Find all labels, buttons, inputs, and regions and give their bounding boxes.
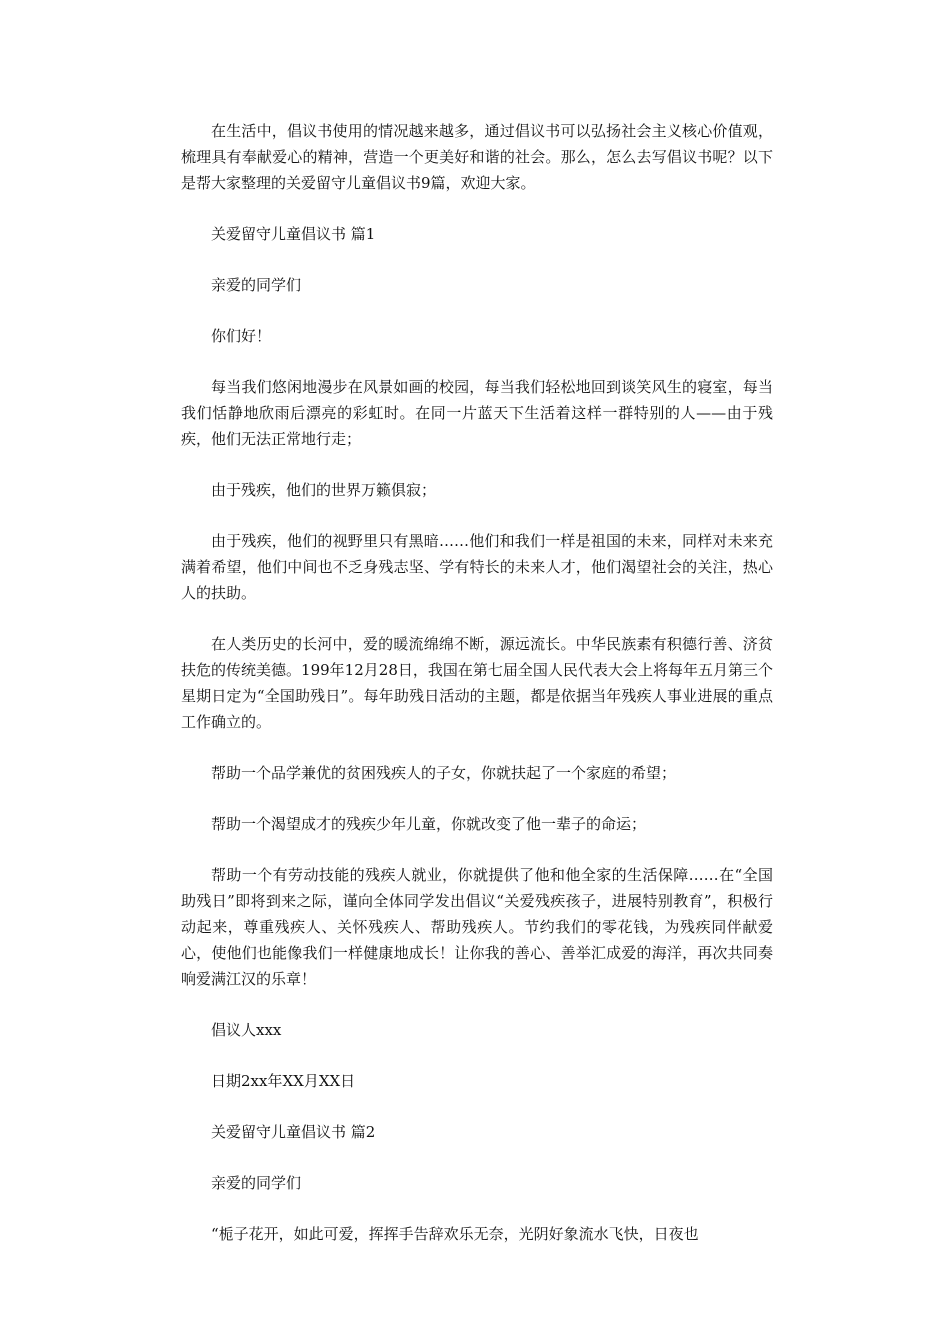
- document-page: [181, 118, 773, 1247]
- section-2-salutation: 亲爱的同学们: [211, 1174, 302, 1192]
- body-paragraph: 帮助一个有劳动技能的残疾人就业，你就提供了他和他全家的生活保障……在“全国助残日”即将到来之际，谨向全体同学发出倡议“关爱残疾孩子，进展特别教育”，积极行动起来，尊重残疾人、关怀残疾人、帮助残疾人。节约我们的零花钱，为残疾同伴献爱心，使他们也能像我们一样健康地成长！让你我的善心、善举汇成爱的海洋，再次共同奏响爱满江汉的乐章！: [181, 866, 773, 988]
- date-line: 日期2xx年XX月XX日: [211, 1072, 356, 1090]
- section-1-salutation: 亲爱的同学们: [211, 276, 302, 294]
- body-paragraph: 帮助一个渴望成才的残疾少年儿童，你就改变了他一辈子的命运；: [211, 815, 647, 833]
- body-paragraph: 由于残疾，他们的视野里只有黑暗……他们和我们一样是祖国的未来，同样对未来充满着希望，他们中间也不乏身残志坚、学有特长的未来人才，他们渴望社会的关注，热心人的扶助。: [181, 532, 773, 602]
- body-paragraph: 帮助一个品学兼优的贫困残疾人的子女，你就扶起了一个家庭的希望；: [211, 764, 677, 782]
- section-1-greeting: 你们好！: [211, 327, 272, 345]
- section-2-heading: 关爱留守儿童倡议书 篇2: [211, 1123, 376, 1141]
- body-paragraph: 每当我们悠闲地漫步在风景如画的校园，每当我们轻松地回到谈笑风生的寝室，每当我们恬静地欣雨后漂亮的彩虹时。在同一片蓝天下生活着这样一群特别的人——由于残疾，他们无法正常地行走；: [181, 378, 773, 448]
- intro-paragraph: 在生活中，倡议书使用的情况越来越多，通过倡议书可以弘扬社会主义核心价值观，梳理具有奉献爱心的精神，营造一个更美好和谐的社会。那么，怎么去写倡议书呢？以下是帮大家整理的关爱留守儿童倡议书9篇，欢迎大家。: [181, 122, 773, 192]
- section-2-first-line: “栀子花开，如此可爱，挥挥手告辞欢乐无奈，光阴好象流水飞快，日夜也: [211, 1225, 699, 1243]
- body-paragraph: 由于残疾，他们的世界万籁俱寂；: [211, 481, 437, 499]
- body-paragraph: 在人类历史的长河中，爱的暖流绵绵不断，源远流长。中华民族素有积德行善、济贫扶危的传统美德。199年12月28日，我国在第七届全国人民代表大会上将每年五月第三个星期日定为“全国助残日”。每年助残日活动的主题，都是依据当年残疾人事业进展的重点工作确立的。: [181, 635, 773, 731]
- section-1-heading: 关爱留守儿童倡议书 篇1: [211, 225, 376, 243]
- signer-line: 倡议人xxx: [211, 1021, 282, 1039]
